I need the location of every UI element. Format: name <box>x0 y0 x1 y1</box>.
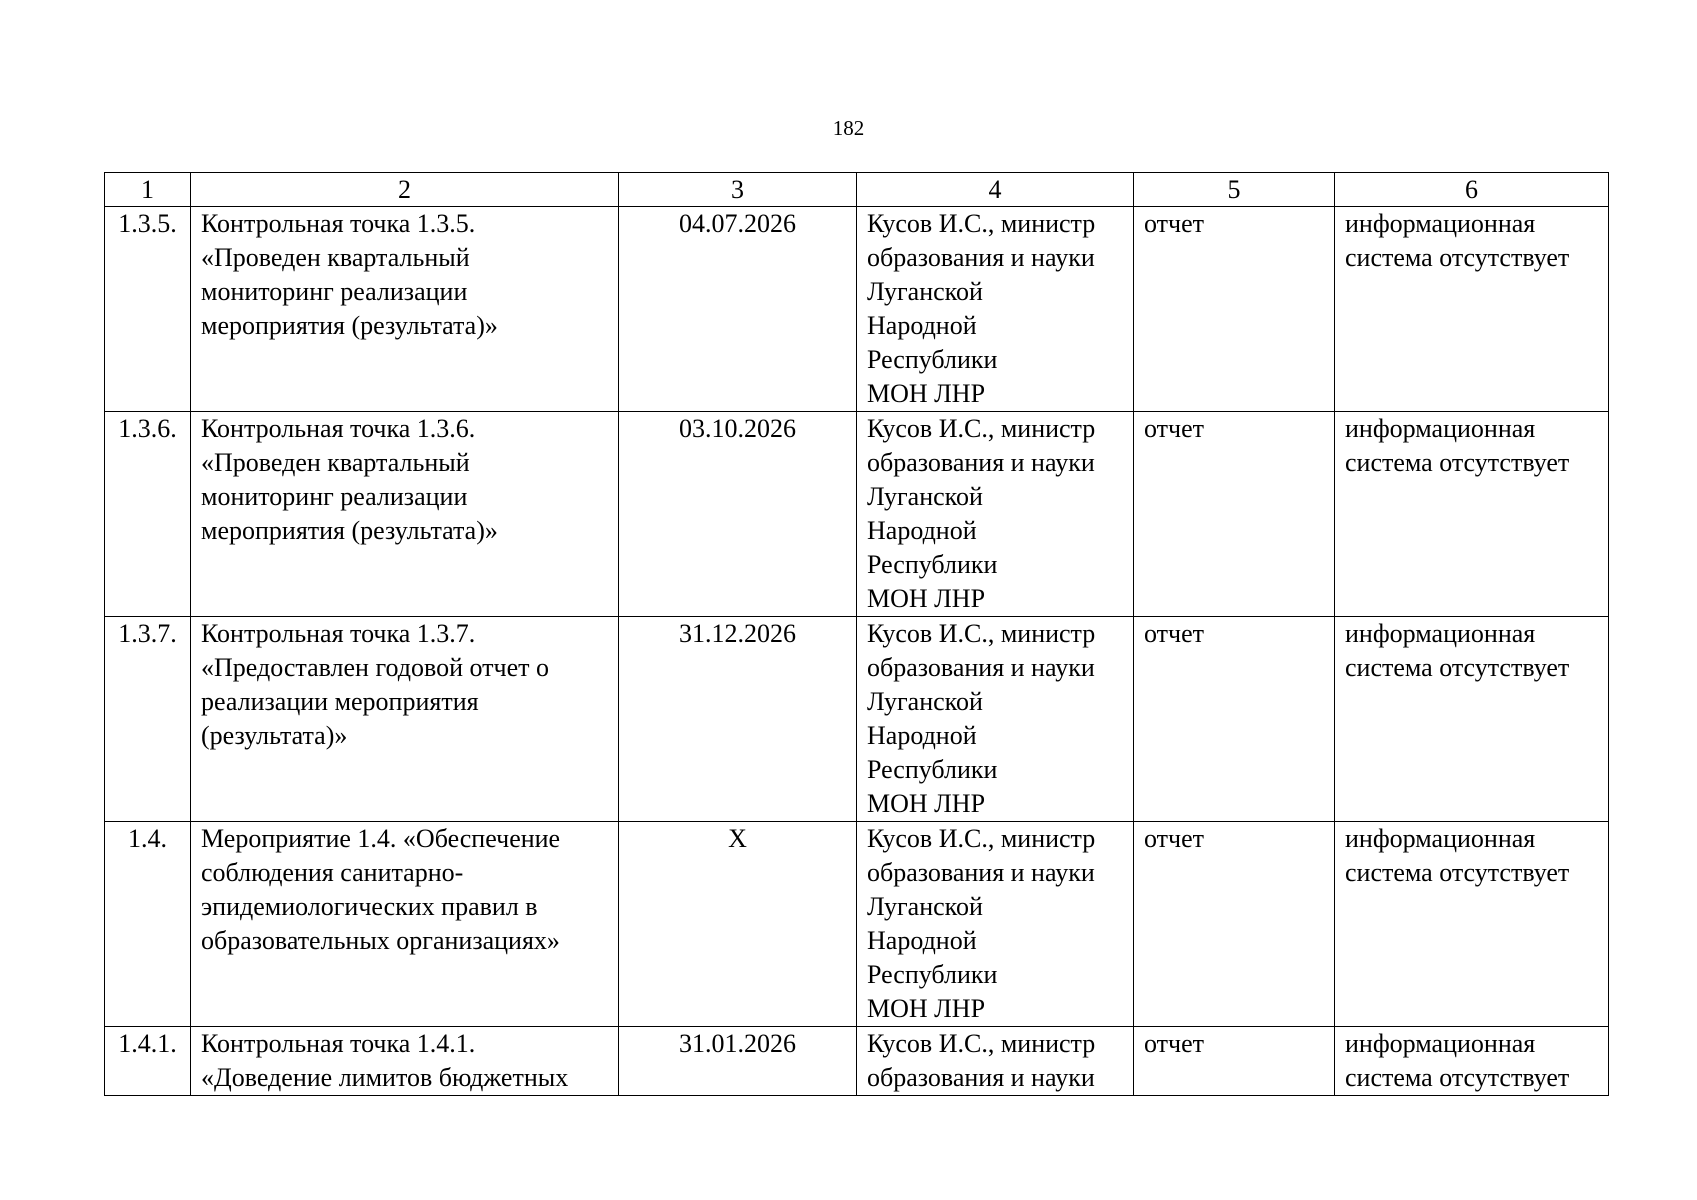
item-responsible-line: Народной <box>867 311 977 340</box>
item-number: 1.3.7. <box>105 617 191 822</box>
item-name-line: «Доведение лимитов бюджетных <box>201 1063 569 1092</box>
column-number-6: 6 <box>1335 173 1609 207</box>
item-responsible-line: Кусов И.С., министр <box>867 824 1096 853</box>
item-responsible-line: Республики <box>867 960 998 989</box>
item-responsible-line: Луганской <box>867 482 983 511</box>
item-responsible-line: Республики <box>867 550 998 579</box>
item-name-line: Контрольная точка 1.3.5. <box>201 209 476 238</box>
item-responsible-line: образования и науки <box>867 243 1095 272</box>
item-number: 1.3.5. <box>105 207 191 412</box>
item-date: 31.12.2026 <box>619 617 857 822</box>
item-name-line: Контрольная точка 1.3.7. <box>201 619 476 648</box>
item-name <box>191 617 619 822</box>
item-info-system-line: система отсутствует <box>1345 1063 1570 1092</box>
item-info-system-line: система отсутствует <box>1345 448 1570 477</box>
item-name-line: Контрольная точка 1.3.6. <box>201 414 476 443</box>
item-responsible-line: Народной <box>867 926 977 955</box>
item-responsible <box>857 822 1134 1027</box>
item-responsible <box>857 617 1134 822</box>
column-number-3: 3 <box>619 173 857 207</box>
item-info-system-line: информационная <box>1345 414 1536 443</box>
item-responsible <box>857 1027 1134 1096</box>
table-row <box>105 412 1609 617</box>
item-document: отчет <box>1134 822 1335 1027</box>
item-info-system <box>1335 207 1609 412</box>
item-info-system-line: информационная <box>1345 209 1536 238</box>
item-info-system <box>1335 412 1609 617</box>
item-name <box>191 412 619 617</box>
item-name-line: «Проведен квартальный <box>201 448 470 477</box>
item-number: 1.3.6. <box>105 412 191 617</box>
item-name-line: «Предоставлен годовой отчет о <box>201 653 549 682</box>
item-document: отчет <box>1134 617 1335 822</box>
item-name-line: мониторинг реализации <box>201 482 468 511</box>
item-name-line: эпидемиологических правил в <box>201 892 538 921</box>
item-date: 04.07.2026 <box>619 207 857 412</box>
item-responsible-line: образования и науки <box>867 1063 1095 1092</box>
item-info-system <box>1335 617 1609 822</box>
item-responsible-line: Республики <box>867 345 998 374</box>
item-responsible-line: Республики <box>867 755 998 784</box>
item-info-system-line: информационная <box>1345 1029 1536 1058</box>
item-name-line: мониторинг реализации <box>201 277 468 306</box>
item-info-system-line: система отсутствует <box>1345 858 1570 887</box>
item-name <box>191 822 619 1027</box>
item-responsible-line: МОН ЛНР <box>867 379 986 408</box>
item-name-line: реализации мероприятия <box>201 687 479 716</box>
item-info-system <box>1335 822 1609 1027</box>
page-number: 182 <box>832 116 865 140</box>
item-responsible-line: Кусов И.С., министр <box>867 414 1096 443</box>
column-number-4: 4 <box>857 173 1134 207</box>
item-name-line: «Проведен квартальный <box>201 243 470 272</box>
item-responsible-line: образования и науки <box>867 653 1095 682</box>
item-document: отчет <box>1134 207 1335 412</box>
item-info-system-line: система отсутствует <box>1345 653 1570 682</box>
item-responsible <box>857 207 1134 412</box>
item-name-line: мероприятия (результата)» <box>201 311 498 340</box>
item-responsible-line: Луганской <box>867 892 983 921</box>
item-number: 1.4. <box>105 822 191 1027</box>
item-responsible-line: МОН ЛНР <box>867 584 986 613</box>
item-responsible-line: Кусов И.С., министр <box>867 209 1096 238</box>
table-row <box>105 617 1609 822</box>
column-number-5: 5 <box>1134 173 1335 207</box>
item-name-line: соблюдения санитарно- <box>201 858 464 887</box>
item-date: 31.01.2026 <box>619 1027 857 1096</box>
item-document: отчет <box>1134 412 1335 617</box>
item-responsible <box>857 412 1134 617</box>
item-responsible-line: Луганской <box>867 277 983 306</box>
item-document: отчет <box>1134 1027 1335 1096</box>
item-info-system-line: система отсутствует <box>1345 243 1570 272</box>
column-number-2: 2 <box>191 173 619 207</box>
control-points-table <box>104 172 1609 1096</box>
item-responsible-line: Кусов И.С., министр <box>867 1029 1096 1058</box>
item-responsible-line: Народной <box>867 516 977 545</box>
item-name-line: (результата)» <box>201 721 348 750</box>
item-name-line: Контрольная точка 1.4.1. <box>201 1029 476 1058</box>
item-date: X <box>619 822 857 1027</box>
item-name-line: Мероприятие 1.4. «Обеспечение <box>201 824 561 853</box>
item-responsible-line: МОН ЛНР <box>867 994 986 1023</box>
item-name <box>191 1027 619 1096</box>
item-info-system-line: информационная <box>1345 619 1536 648</box>
table-row <box>105 822 1609 1027</box>
item-date: 03.10.2026 <box>619 412 857 617</box>
item-responsible-line: Кусов И.С., министр <box>867 619 1096 648</box>
table-row <box>105 207 1609 412</box>
item-responsible-line: образования и науки <box>867 858 1095 887</box>
item-responsible-line: МОН ЛНР <box>867 789 986 818</box>
column-number-1: 1 <box>105 173 191 207</box>
item-number: 1.4.1. <box>105 1027 191 1096</box>
item-name <box>191 207 619 412</box>
item-responsible-line: Луганской <box>867 687 983 716</box>
column-number-row <box>105 173 1609 207</box>
item-info-system-line: информационная <box>1345 824 1536 853</box>
item-name-line: мероприятия (результата)» <box>201 516 498 545</box>
item-info-system <box>1335 1027 1609 1096</box>
table-body <box>105 173 1609 1096</box>
item-responsible-line: образования и науки <box>867 448 1095 477</box>
table-row <box>105 1027 1609 1096</box>
item-responsible-line: Народной <box>867 721 977 750</box>
item-name-line: образовательных организациях» <box>201 926 560 955</box>
